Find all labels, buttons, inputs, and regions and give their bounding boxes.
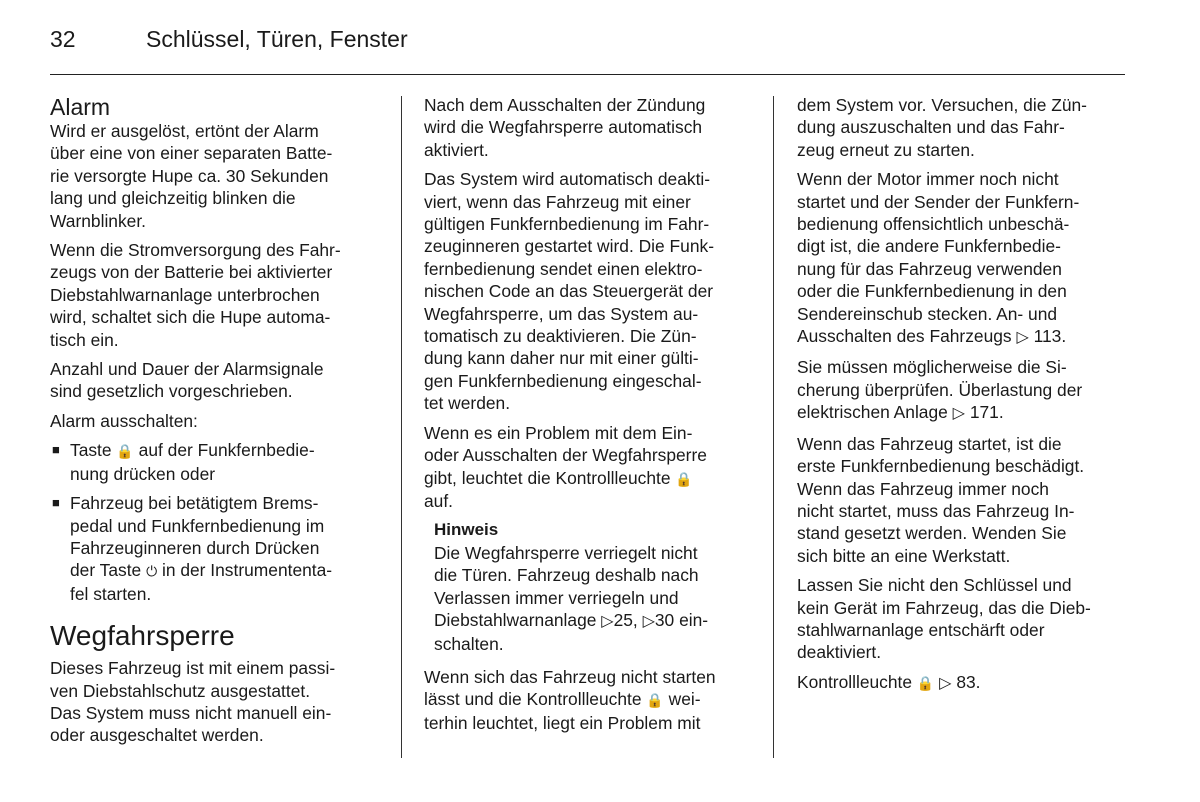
note-box: Hinweis Die Wegfahrsperre verriegelt nicht die Türen. Fahrzeug deshalb nach Verlassen immer verriegeln und Diebstahlwarnanlage ▷25, ▷30 ein- schalten. — [424, 519, 754, 655]
page-number: 32 — [50, 26, 76, 52]
list-item: ■ Fahrzeug bei betätigtem Brems- pedal und Funkfernbedienung im Fahrzeuginneren durch Drücken der Taste ⏻ in der Instrumententa- fel starten. — [52, 493, 333, 604]
reference-arrow-icon: ▷ — [939, 674, 952, 692]
paragraph: Wenn es ein Problem mit dem Ein- oder Ausschalten der Wegfahrsperre gibt, leuchtet die Kontrollleuchte 🔒 auf. — [424, 422, 707, 511]
reference-arrow-icon: ▷ — [642, 612, 655, 630]
paragraph: Wenn der Motor immer noch nicht startet und der Sender der Funkfern- bedienung offensichtlich unbeschä- digt ist, die andere Funkfernbedie- nung für das Fahrzeug verwenden oder die Funkfernbedienung in den Sendereinschub stecken. An- und Ausschalten des Fahrzeugs ▷ 113. — [797, 169, 1080, 347]
paragraph: dem System vor. Versuchen, die Zün- dung auszuschalten und das Fahr- zeug erneut zu starten. — [797, 95, 1087, 160]
page-reference[interactable]: 171. — [969, 402, 1004, 423]
power-icon: ⏻ — [146, 563, 158, 580]
immobilizer-warning-icon: 🔒 — [675, 470, 693, 487]
paragraph: Sie müssen möglicherweise die Si- cherung überprüfen. Überlastung der elektrischen Anlage ▷ 171. — [797, 357, 1083, 423]
column-divider — [401, 96, 402, 758]
wegfahrsperre-heading: Wegfahrsperre — [50, 620, 235, 652]
paragraph: Wird er ausgelöst, ertönt der Alarm über eine von einer separaten Batte- rie versorgte Hupe ca. 30 Sekunden lang und gleichzeitig blinken die Warnblinker. — [50, 121, 333, 231]
column-2 — [424, 94, 754, 741]
lock-icon: 🔒 — [116, 443, 134, 460]
paragraph: Anzahl und Dauer der Alarmsignale sind gesetzlich vorgeschrieben. — [50, 359, 324, 402]
page-reference[interactable]: 25 — [613, 609, 633, 630]
page-reference[interactable]: 113. — [1033, 326, 1067, 347]
reference-arrow-icon: ▷ — [601, 612, 614, 630]
list-item: ■ Taste 🔒 auf der Funkfernbedie- nung drücken oder — [52, 440, 315, 484]
bullet-icon: ■ — [52, 495, 60, 511]
page-title: Schlüssel, Türen, Fenster — [146, 26, 408, 52]
note-heading: Hinweis — [434, 520, 499, 540]
reference-arrow-icon: ▷ — [1016, 329, 1029, 347]
paragraph: Alarm ausschalten: — [50, 410, 198, 431]
reference-arrow-icon: ▷ — [952, 405, 965, 423]
alarm-heading: Alarm — [50, 94, 111, 120]
paragraph: Wenn das Fahrzeug startet, ist die erste Funkfernbedienung beschädigt. Wenn das Fahrzeug immer noch nicht startet, muss das Fahrzeug In- stand gesetzt werden. Wenden Sie sich bitte an eine Werkstatt. — [797, 433, 1085, 566]
column-1 — [50, 94, 380, 754]
paragraph: Kontrollleuchte 🔒 ▷ 83. — [797, 671, 981, 692]
page-reference[interactable]: 30 — [654, 609, 675, 630]
page-header — [50, 22, 1125, 75]
paragraph: Wenn die Stromversorgung des Fahr- zeugs von der Batterie bei aktivierter Diebstahlwarnanlage unterbrochen wird, schaltet sich die Hupe automa- tisch ein. — [50, 240, 341, 350]
paragraph: Lassen Sie nicht den Schlüssel und kein Gerät im Fahrzeug, das die Dieb- stahlwarnanlage entschärft oder deaktiviert. — [797, 575, 1091, 663]
paragraph: Das System wird automatisch deakti- viert, wenn das Fahrzeug mit einer gültigen Funkfernbedienung im Fahr- zeuginneren gestartet wird. Die Funk- fernbedienung sendet einen elektro- nischen Code an das Steuergerät der Wegfahrsperre, um das System au- tomatisch zu deaktivieren. Die Zün- dung kann daher nur mit einer gülti- gen Funkfernbedienung eingeschal- tet werden. — [424, 169, 714, 414]
paragraph: Nach dem Ausschalten der Zündung wird die Wegfahrsperre automatisch aktiviert. — [424, 95, 706, 160]
immobilizer-warning-icon: 🔒 — [646, 692, 664, 709]
column-3 — [797, 94, 1127, 702]
bullet-icon: ■ — [52, 442, 60, 458]
page-reference[interactable]: 83. — [956, 671, 981, 692]
column-divider — [773, 96, 774, 758]
immobilizer-warning-icon: 🔒 — [916, 674, 935, 691]
paragraph: Wenn sich das Fahrzeug nicht starten lässt und die Kontrollleuchte 🔒 wei- terhin leuchtet, liegt ein Problem mit — [424, 666, 716, 733]
paragraph: Dieses Fahrzeug ist mit einem passi- ven Diebstahlschutz ausgestattet. Das System muss nicht manuell ein- oder ausgeschaltet werden. — [50, 658, 336, 746]
